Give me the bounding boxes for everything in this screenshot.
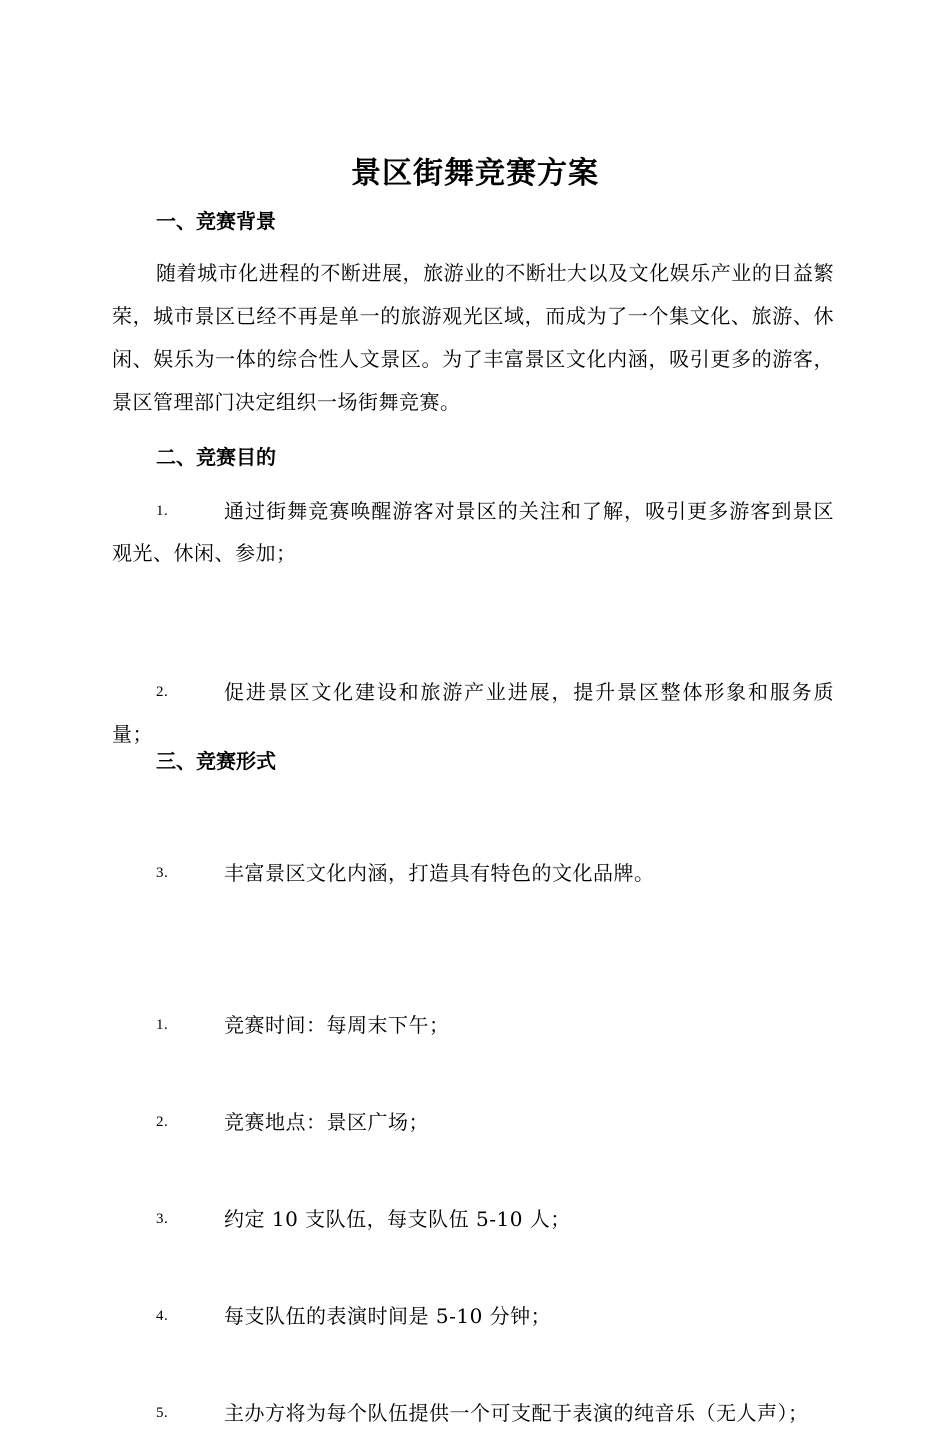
list-item-number: 5. — [156, 1405, 169, 1421]
list-item — [112, 671, 834, 755]
section-heading-format: 三、竞赛形式 — [156, 749, 276, 773]
background-paragraph: 随着城市化进程的不断进展，旅游业的不断壮大以及文化娱乐产业的日益繁荣，城市景区已经不再是单一的旅游观光区域，而成为了一个集文化、旅游、休闲、娱乐为一体的综合性人文景区。为了丰富景区文化内涵，吸引更多的游客，景区管理部门决定组织一场街舞竞赛。 — [112, 261, 834, 414]
list-item-text: 每支队伍的表演时间是 5-10 分钟； — [224, 1304, 552, 1328]
list-item-text: 主办方将为每个队伍提供一个可支配于表演的纯音乐（无人声）； — [224, 1401, 809, 1425]
list-item-number: 3. — [156, 865, 169, 881]
list-item — [112, 1004, 834, 1046]
list-item-number: 1. — [156, 1017, 169, 1033]
list-item-number: 3. — [156, 1211, 169, 1227]
document-title: 景区街舞竞赛方案 — [351, 156, 599, 191]
list-item-text: 通过街舞竞赛唤醒游客对景区的关注和了解，吸引更多游客到景区观光、休闲、参加； — [112, 499, 834, 565]
list-item — [112, 1101, 834, 1143]
list-item-text: 丰富景区文化内涵，打造具有特色的文化品牌。 — [224, 861, 655, 885]
list-item-number: 1. — [156, 503, 169, 519]
list-item-number: 4. — [156, 1308, 169, 1324]
list-item-number: 2. — [156, 1114, 169, 1130]
list-item-text: 促进景区文化建设和旅游产业进展，提升景区整体形象和服务质量； — [112, 680, 834, 746]
section-heading-background: 一、竞赛背景 — [156, 209, 276, 233]
list-item — [112, 1295, 834, 1337]
list-item — [112, 490, 834, 574]
list-item-number: 2. — [156, 684, 169, 700]
list-item-text: 竞赛地点：景区广场； — [224, 1110, 429, 1134]
list-item-text: 约定 10 支队伍，每支队伍 5-10 人； — [224, 1207, 571, 1231]
list-item — [112, 852, 834, 894]
list-item — [112, 1198, 834, 1240]
section-heading-purpose: 二、竞赛目的 — [156, 445, 276, 469]
list-item-text: 竞赛时间：每周末下午； — [224, 1013, 450, 1037]
list-item — [112, 1392, 834, 1434]
